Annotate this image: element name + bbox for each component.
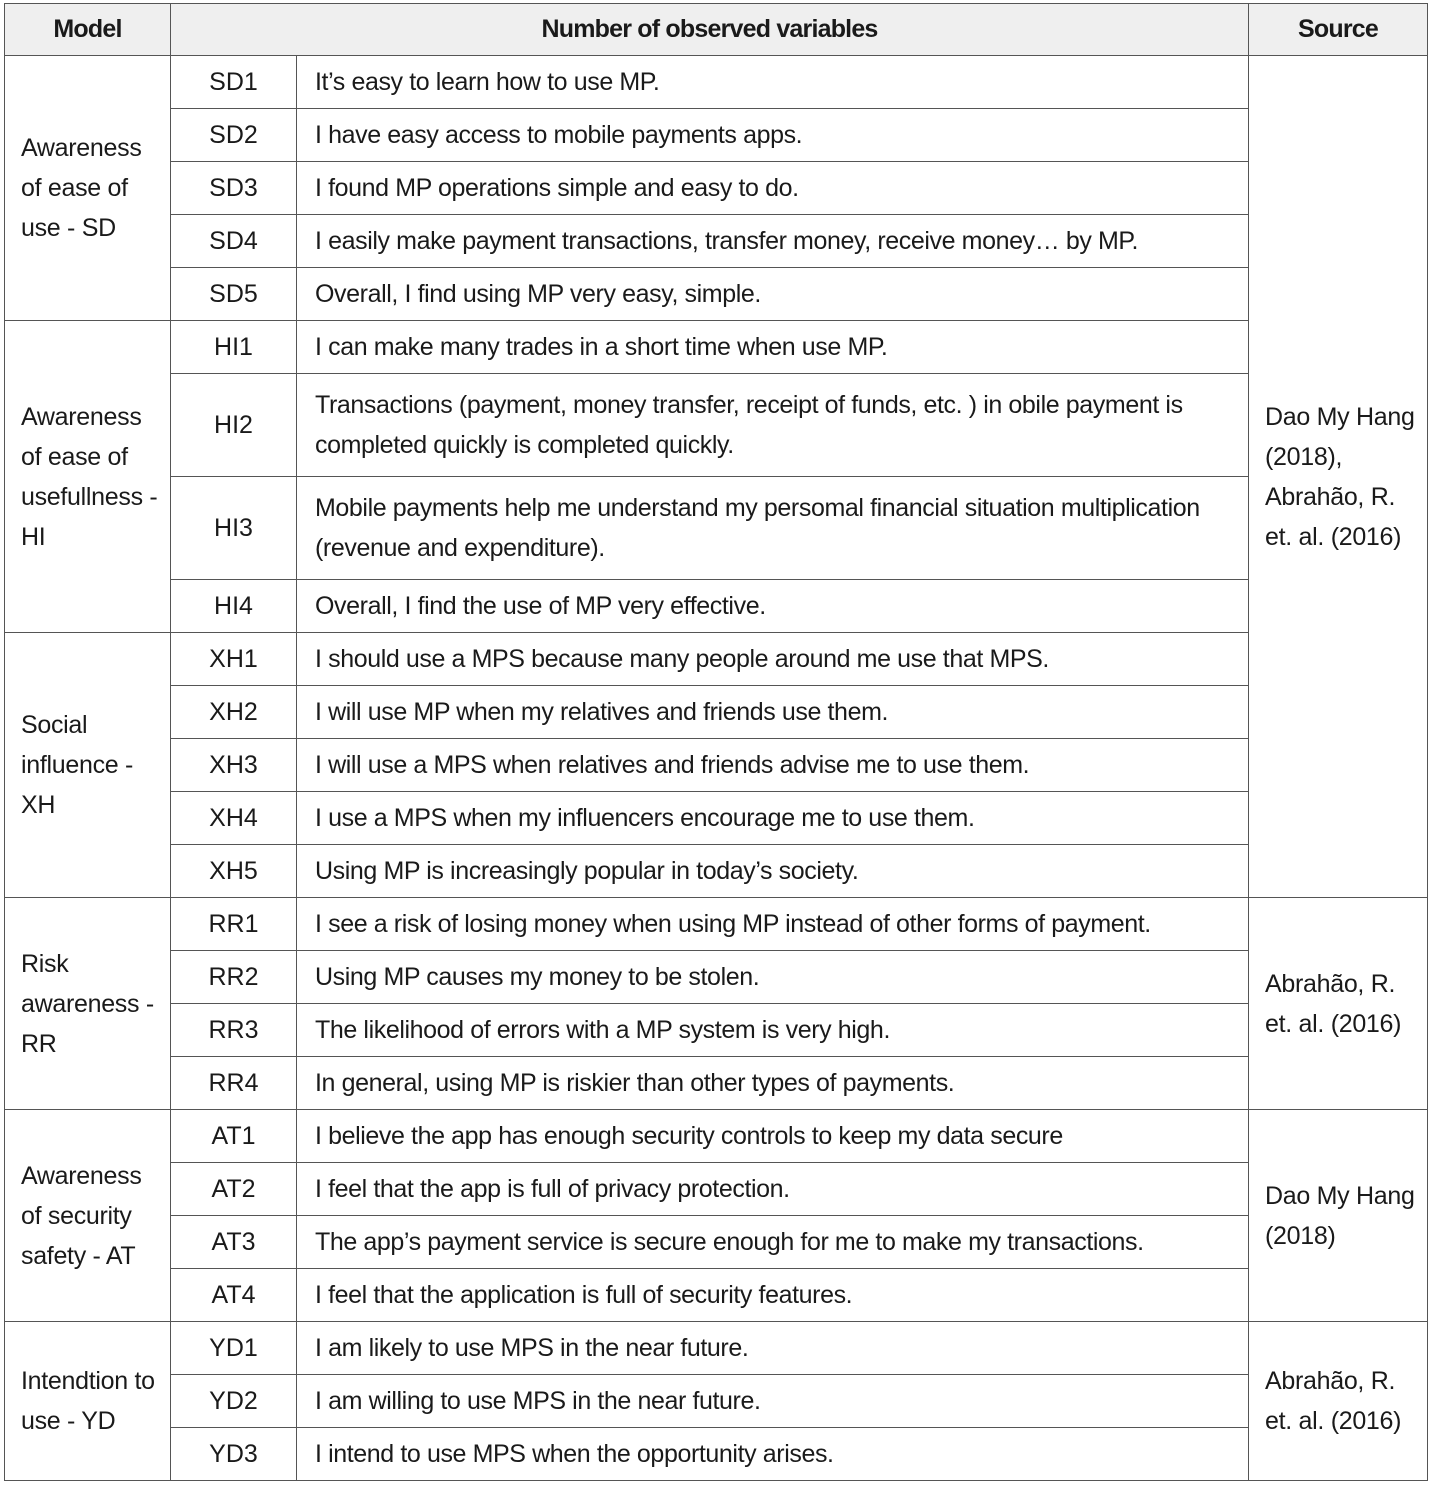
variable-code: RR1 xyxy=(171,898,297,951)
table-row xyxy=(5,1163,1428,1216)
variable-statement: I am willing to use MPS in the near future. xyxy=(297,1375,1249,1428)
variable-statement: I feel that the app is full of privacy protection. xyxy=(297,1163,1249,1216)
variable-statement: Transactions (payment, money transfer, receipt of funds, etc. ) in obile payment is completed quickly is completed quickly. xyxy=(297,374,1249,477)
variable-statement: In general, using MP is riskier than other types of payments. xyxy=(297,1057,1249,1110)
variable-code: HI1 xyxy=(171,321,297,374)
variable-code: RR2 xyxy=(171,951,297,1004)
table-row xyxy=(5,109,1428,162)
variable-statement: I will use MP when my relatives and friends use them. xyxy=(297,686,1249,739)
table-row xyxy=(5,1269,1428,1322)
variable-code: AT4 xyxy=(171,1269,297,1322)
variable-statement: I believe the app has enough security controls to keep my data secure xyxy=(297,1110,1249,1163)
table-row xyxy=(5,1216,1428,1269)
table-row xyxy=(5,374,1428,477)
variable-code: YD1 xyxy=(171,1322,297,1375)
variable-code: YD3 xyxy=(171,1428,297,1481)
variable-code: HI4 xyxy=(171,580,297,633)
variable-code: XH3 xyxy=(171,739,297,792)
model-cell: Social influence - XH xyxy=(5,633,171,898)
table-row xyxy=(5,321,1428,374)
variable-code: AT1 xyxy=(171,1110,297,1163)
source-cell: Abrahão, R. et. al. (2016) xyxy=(1249,1322,1428,1481)
model-cell: Awareness of security safety - AT xyxy=(5,1110,171,1322)
variable-statement: Overall, I find the use of MP very effective. xyxy=(297,580,1249,633)
variable-code: XH1 xyxy=(171,633,297,686)
variable-statement: I have easy access to mobile payments apps. xyxy=(297,109,1249,162)
table-row xyxy=(5,686,1428,739)
table-row xyxy=(5,951,1428,1004)
variable-code: HI3 xyxy=(171,477,297,580)
variable-code: XH5 xyxy=(171,845,297,898)
variable-statement: It’s easy to learn how to use MP. xyxy=(297,56,1249,109)
variable-statement: The likelihood of errors with a MP system is very high. xyxy=(297,1004,1249,1057)
variable-code: AT2 xyxy=(171,1163,297,1216)
table-row xyxy=(5,56,1428,109)
model-cell: Awareness of ease of use - SD xyxy=(5,56,171,321)
table-row xyxy=(5,633,1428,686)
table-row xyxy=(5,268,1428,321)
table-row xyxy=(5,162,1428,215)
model-cell: Intendtion to use - YD xyxy=(5,1322,171,1481)
table-row xyxy=(5,1004,1428,1057)
table-row xyxy=(5,845,1428,898)
variable-statement: I will use a MPS when relatives and friends advise me to use them. xyxy=(297,739,1249,792)
variable-statement: I feel that the application is full of security features. xyxy=(297,1269,1249,1322)
variable-statement: I am likely to use MPS in the near future. xyxy=(297,1322,1249,1375)
variable-statement: Using MP causes my money to be stolen. xyxy=(297,951,1249,1004)
model-cell: Awareness of ease of usefullness - HI xyxy=(5,321,171,633)
model-cell: Risk awareness - RR xyxy=(5,898,171,1110)
table-row xyxy=(5,1322,1428,1375)
table-row xyxy=(5,1375,1428,1428)
table-row xyxy=(5,792,1428,845)
variable-code: XH2 xyxy=(171,686,297,739)
table-row xyxy=(5,580,1428,633)
table-row xyxy=(5,1057,1428,1110)
source-cell: Dao My Hang (2018) xyxy=(1249,1110,1428,1322)
variable-statement: Using MP is increasingly popular in today’s society. xyxy=(297,845,1249,898)
table-row xyxy=(5,1110,1428,1163)
header-row xyxy=(5,4,1428,56)
variable-code: SD5 xyxy=(171,268,297,321)
variable-code: XH4 xyxy=(171,792,297,845)
table-row xyxy=(5,739,1428,792)
table-row xyxy=(5,477,1428,580)
variable-statement: The app’s payment service is secure enough for me to make my transactions. xyxy=(297,1216,1249,1269)
variable-code: SD3 xyxy=(171,162,297,215)
table-row xyxy=(5,1428,1428,1481)
header-variables: Number of observed variables xyxy=(171,4,1249,56)
variable-code: SD4 xyxy=(171,215,297,268)
variable-statement: I use a MPS when my influencers encourage me to use them. xyxy=(297,792,1249,845)
variable-statement: I found MP operations simple and easy to do. xyxy=(297,162,1249,215)
source-cell: Abrahão, R. et. al. (2016) xyxy=(1249,898,1428,1110)
variable-statement: I see a risk of losing money when using MP instead of other forms of payment. xyxy=(297,898,1249,951)
variable-statement: I can make many trades in a short time when use MP. xyxy=(297,321,1249,374)
variable-code: HI2 xyxy=(171,374,297,477)
header-source: Source xyxy=(1249,4,1428,56)
variable-code: SD2 xyxy=(171,109,297,162)
table-row xyxy=(5,898,1428,951)
variable-statement: Mobile payments help me understand my persomal financial situation multiplication (revenue and expenditure). xyxy=(297,477,1249,580)
variable-code: YD2 xyxy=(171,1375,297,1428)
variable-statement: I should use a MPS because many people around me use that MPS. xyxy=(297,633,1249,686)
source-cell: Dao My Hang (2018), Abrahão, R. et. al. (2016) xyxy=(1249,56,1428,898)
variable-code: SD1 xyxy=(171,56,297,109)
variable-statement: I easily make payment transactions, transfer money, receive money… by MP. xyxy=(297,215,1249,268)
variable-code: RR3 xyxy=(171,1004,297,1057)
variable-statement: Overall, I find using MP very easy, simple. xyxy=(297,268,1249,321)
variable-statement: I intend to use MPS when the opportunity arises. xyxy=(297,1428,1249,1481)
header-model: Model xyxy=(5,4,171,56)
variable-code: AT3 xyxy=(171,1216,297,1269)
table-row xyxy=(5,215,1428,268)
variable-code: RR4 xyxy=(171,1057,297,1110)
variables-table xyxy=(4,3,1428,1481)
